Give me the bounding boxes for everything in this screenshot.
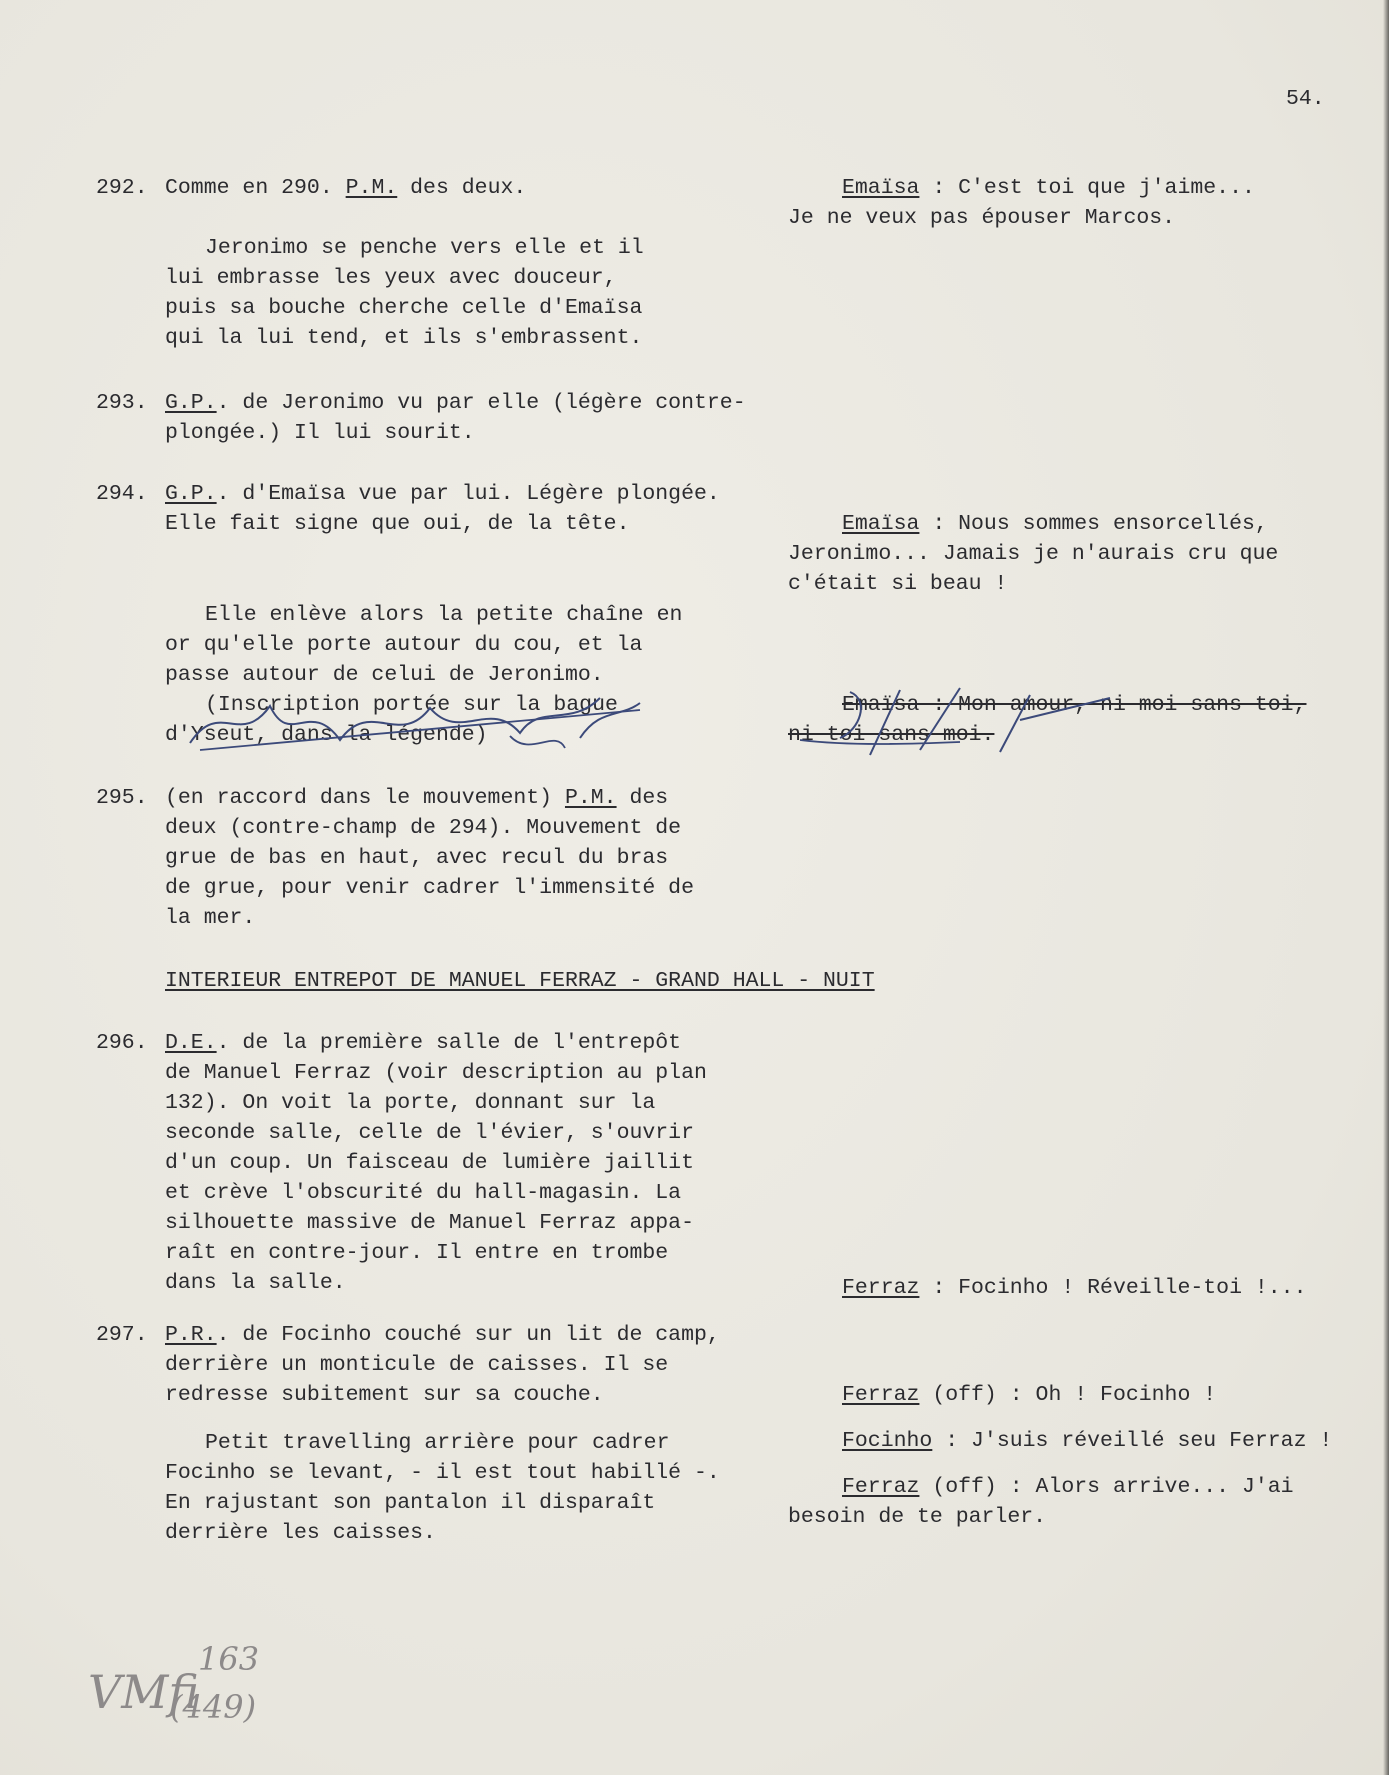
struck-dialogue-line: Emaïsa : Mon amour, ni moi sans toi, bbox=[842, 693, 1307, 717]
shot-297-para-line: Petit travelling arrière pour cadrer bbox=[205, 1431, 670, 1455]
shot-295-line-1: (en raccord dans le mouvement) P.M. des bbox=[165, 786, 669, 810]
shot-297-line: redresse subitement sur sa couche. bbox=[165, 1383, 604, 1407]
shot-292-para-line: Jeronimo se penche vers elle et il bbox=[205, 236, 644, 260]
shot-296-line: silhouette massive de Manuel Ferraz appa- bbox=[165, 1211, 694, 1235]
dialogue-emaisa-2: Emaïsa : Nous sommes ensorcellés, bbox=[842, 512, 1268, 536]
shot-number-296: 296. bbox=[96, 1031, 148, 1055]
shot-number-294: 294. bbox=[96, 482, 148, 506]
handwritten-strikeout-scribble bbox=[790, 680, 1170, 760]
handwritten-strikeout-scribble bbox=[160, 688, 650, 758]
shot-295-line: de grue, pour venir cadrer l'immensité de bbox=[165, 876, 694, 900]
shot-296-line-1: D.E.. de la première salle de l'entrepôt bbox=[165, 1031, 682, 1055]
dialogue-line: Je ne veux pas épouser Marcos. bbox=[788, 206, 1176, 230]
dialogue-line: besoin de te parler. bbox=[788, 1505, 1047, 1529]
struck-text-line: (Inscription portée sur la bague bbox=[205, 693, 618, 717]
shot-294-para-line: passe autour de celui de Jeronimo. bbox=[165, 663, 604, 687]
shot-293-line-2: plongée.) Il lui sourit. bbox=[165, 421, 475, 445]
shot-296-line: seconde salle, celle de l'évier, s'ouvrir bbox=[165, 1121, 694, 1145]
shot-number-292: 292. bbox=[96, 176, 148, 200]
shot-295-line: deux (contre-champ de 294). Mouvement de bbox=[165, 816, 682, 840]
dialogue-emaisa-1: Emaïsa : C'est toi que j'aime... bbox=[842, 176, 1255, 200]
shot-295-line: grue de bas en haut, avec recul du bras bbox=[165, 846, 669, 870]
shot-296-line: 132). On voit la porte, donnant sur la bbox=[165, 1091, 656, 1115]
handwritten-archive-number: (449) bbox=[170, 1688, 257, 1726]
shot-292-para-line: lui embrasse les yeux avec douceur, bbox=[165, 266, 617, 290]
dialogue-ferraz-1: Ferraz : Focinho ! Réveille-toi !... bbox=[842, 1276, 1307, 1300]
shot-number-297: 297. bbox=[96, 1323, 148, 1347]
page-number: 54. bbox=[1286, 87, 1325, 111]
dialogue-line: Jeronimo... Jamais je n'aurais cru que bbox=[788, 542, 1279, 566]
handwritten-archive-number: 163 bbox=[198, 1640, 260, 1678]
scene-heading: INTERIEUR ENTREPOT DE MANUEL FERRAZ - GRAND HALL - NUIT bbox=[165, 969, 875, 993]
shot-294-para-line: Elle enlève alors la petite chaîne en bbox=[205, 603, 683, 627]
shot-296-line: de Manuel Ferraz (voir description au plan bbox=[165, 1061, 707, 1085]
handwritten-archive-code: VMfi bbox=[88, 1665, 200, 1719]
shot-294-para-line: or qu'elle porte autour du cou, et la bbox=[165, 633, 643, 657]
shot-297-line-1: P.R.. de Focinho couché sur un lit de camp, bbox=[165, 1323, 720, 1347]
shot-297-para-line: derrière les caisses. bbox=[165, 1521, 436, 1545]
shot-294-line-2: Elle fait signe que oui, de la tête. bbox=[165, 512, 630, 536]
shot-296-line: dans la salle. bbox=[165, 1271, 346, 1295]
shot-297-para-line: Focinho se levant, - il est tout habillé -. bbox=[165, 1461, 720, 1485]
shot-296-line: et crève l'obscurité du hall-magasin. La bbox=[165, 1181, 682, 1205]
shot-number-293: 293. bbox=[96, 391, 148, 415]
shot-292-line-1: Comme en 290. P.M. des deux. bbox=[165, 176, 527, 200]
shot-292-para-line: qui la lui tend, et ils s'embrassent. bbox=[165, 326, 643, 350]
shot-297-line: derrière un monticule de caisses. Il se bbox=[165, 1353, 669, 1377]
shot-292-para-line: puis sa bouche cherche celle d'Emaïsa bbox=[165, 296, 643, 320]
shot-296-line: d'un coup. Un faisceau de lumière jaillit bbox=[165, 1151, 694, 1175]
dialogue-ferraz-3: Ferraz (off) : Alors arrive... J'ai bbox=[842, 1475, 1294, 1499]
dialogue-focinho: Focinho : J'suis réveillé seu Ferraz ! bbox=[842, 1429, 1333, 1453]
shot-297-para-line: En rajustant son pantalon il disparaît bbox=[165, 1491, 656, 1515]
shot-number-295: 295. bbox=[96, 786, 148, 810]
struck-text-line: d'Yseut, dans la légende) bbox=[165, 723, 488, 747]
page-edge-shadow bbox=[1383, 0, 1389, 1775]
shot-295-line: la mer. bbox=[165, 906, 256, 930]
struck-dialogue-line: ni toi sans moi. bbox=[788, 723, 995, 747]
dialogue-ferraz-2: Ferraz (off) : Oh ! Focinho ! bbox=[842, 1383, 1217, 1407]
dialogue-line: c'était si beau ! bbox=[788, 572, 1008, 596]
shot-294-line-1: G.P.. d'Emaïsa vue par lui. Légère plongée. bbox=[165, 482, 720, 506]
shot-296-line: raît en contre-jour. Il entre en trombe bbox=[165, 1241, 669, 1265]
shot-293-line-1: G.P.. de Jeronimo vu par elle (légère contre- bbox=[165, 391, 746, 415]
